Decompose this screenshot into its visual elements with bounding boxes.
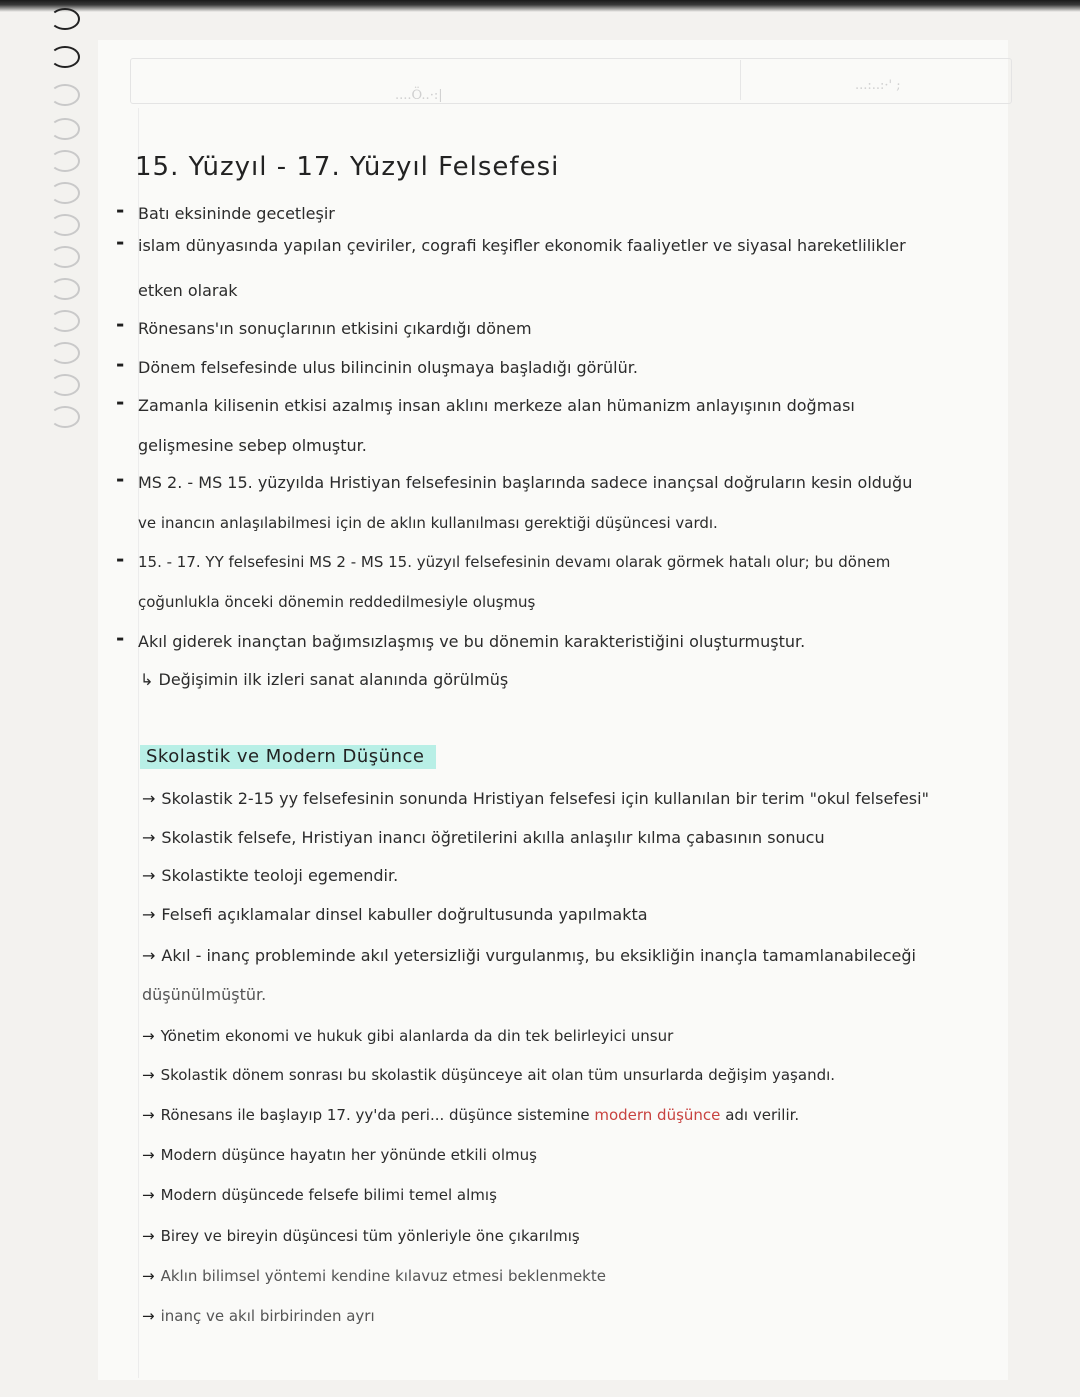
note-line: → Skolastik felsefe, Hristiyan inancı öğretilerini akılla anlaşılır kılma çabasının sonucu <box>142 828 825 847</box>
header-right-mark: ...:..:·' ; <box>855 78 901 93</box>
note-line: Dönem felsefesinde ulus bilincinin oluşmaya başladığı görülür. <box>138 358 638 377</box>
note-line: Akıl giderek inançtan bağımsızlaşmış ve bu dönemin karakteristiğini oluşturmuştur. <box>138 632 806 651</box>
note-line: düşünülmüştür. <box>142 985 267 1004</box>
note-line: MS 2. - MS 15. yüzyılda Hristiyan felsefesinin başlarında sadece inançsal doğruların kesin olduğu <box>138 473 913 492</box>
note-line: → Modern düşünce hayatın her yönünde etkili olmuş <box>142 1146 537 1164</box>
arrow-icon: → <box>142 1027 155 1045</box>
bullet-dash: - <box>116 547 125 571</box>
turn-arrow-icon: ↳ <box>140 670 159 689</box>
arrow-icon: → <box>142 866 156 885</box>
arrow-icon: → <box>142 1186 155 1204</box>
note-line: Zamanla kilisenin etkisi azalmış insan aklını merkeze alan hümanizm anlayışının doğması <box>138 396 855 415</box>
note-line: → Akıl - inanç probleminde akıl yetersizliği vurgulanmış, bu eksikliğin inançla tamamlanabileceği <box>142 946 916 965</box>
arrow-icon: → <box>142 1267 155 1285</box>
note-line: → Skolastik 2-15 yy felsefesinin sonunda Hristiyan felsefesi için kullanılan bir terim "okul felsefesi" <box>142 789 929 808</box>
note-line: → Felsefi açıklamalar dinsel kabuller doğrultusunda yapılmakta <box>142 905 648 924</box>
notebook-spiral <box>50 0 80 440</box>
arrow-icon: → <box>142 1146 155 1164</box>
note-line: gelişmesine sebep olmuştur. <box>138 436 367 455</box>
arrow-icon: → <box>142 1106 155 1124</box>
highlight-term: modern düşünce <box>594 1106 721 1124</box>
bullet-dash: - <box>116 312 125 336</box>
note-line: → Birey ve bireyin düşüncesi tüm yönleriyle öne çıkarılmış <box>142 1227 580 1245</box>
bullet-dash: - <box>116 198 125 222</box>
bullet-dash: - <box>116 626 125 650</box>
arrow-icon: → <box>142 905 156 924</box>
sub-note <box>140 670 508 689</box>
arrow-icon: → <box>142 1307 155 1325</box>
note-line: çoğunlukla önceki dönemin reddedilmesiyle oluşmuş <box>138 593 536 611</box>
note-line: → Aklın bilimsel yöntemi kendine kılavuz etmesi beklenmekte <box>142 1267 606 1285</box>
arrow-icon: → <box>142 828 156 847</box>
note-line: → Modern düşüncede felsefe bilimi temel almış <box>142 1186 497 1204</box>
note-line: Rönesans'ın sonuçlarının etkisini çıkardığı dönem <box>138 319 532 338</box>
note-line: → inanç ve akıl birbirinden ayrı <box>142 1307 375 1325</box>
section-title-highlighted: Skolastik ve Modern Düşünce <box>140 745 436 769</box>
header-left-mark: ....Ö..·:| <box>395 88 443 103</box>
bullet-dash: - <box>116 390 125 414</box>
note-line: → Yönetim ekonomi ve hukuk gibi alanlarda da din tek belirleyici unsur <box>142 1027 674 1045</box>
note-line: ve inancın anlaşılabilmesi için de aklın kullanılması gerektiği düşüncesi vardı. <box>138 514 718 532</box>
header-divider <box>740 60 741 100</box>
arrow-icon: → <box>142 1227 155 1245</box>
note-line: etken olarak <box>138 281 238 300</box>
arrow-icon: → <box>142 1066 155 1084</box>
top-edge-shadow <box>0 0 1080 12</box>
note-line: Batı eksininde gecetleşir <box>138 204 335 223</box>
arrow-icon: → <box>142 946 156 965</box>
bullet-dash: - <box>116 352 125 376</box>
note-line: 15. - 17. YY felsefesini MS 2 - MS 15. yüzyıl felsefesinin devamı olarak görmek hatalı olur; bu dönem <box>138 553 891 571</box>
arrow-icon: → <box>142 789 156 808</box>
bullet-dash: - <box>116 230 125 254</box>
note-line: → Skolastikte teoloji egemendir. <box>142 866 399 885</box>
bullet-dash: - <box>116 467 125 491</box>
note-line: → Skolastik dönem sonrası bu skolastik düşünceye ait olan tüm unsurlarda değişim yaşandı. <box>142 1066 836 1084</box>
section-title: 15. Yüzyıl - 17. Yüzyıl Felsefesi <box>135 152 560 182</box>
note-line: Değişimin ilk izleri sanat alanında görülmüş <box>158 670 509 689</box>
note-line: islam dünyasında yapılan çeviriler, cografi keşifler ekonomik faaliyetler ve siyasal hareketlilikler <box>138 236 906 255</box>
note-line: → Rönesans ile başlayıp 17. yy'da peri... düşünce sistemine modern düşünce adı verilir. <box>142 1106 800 1124</box>
